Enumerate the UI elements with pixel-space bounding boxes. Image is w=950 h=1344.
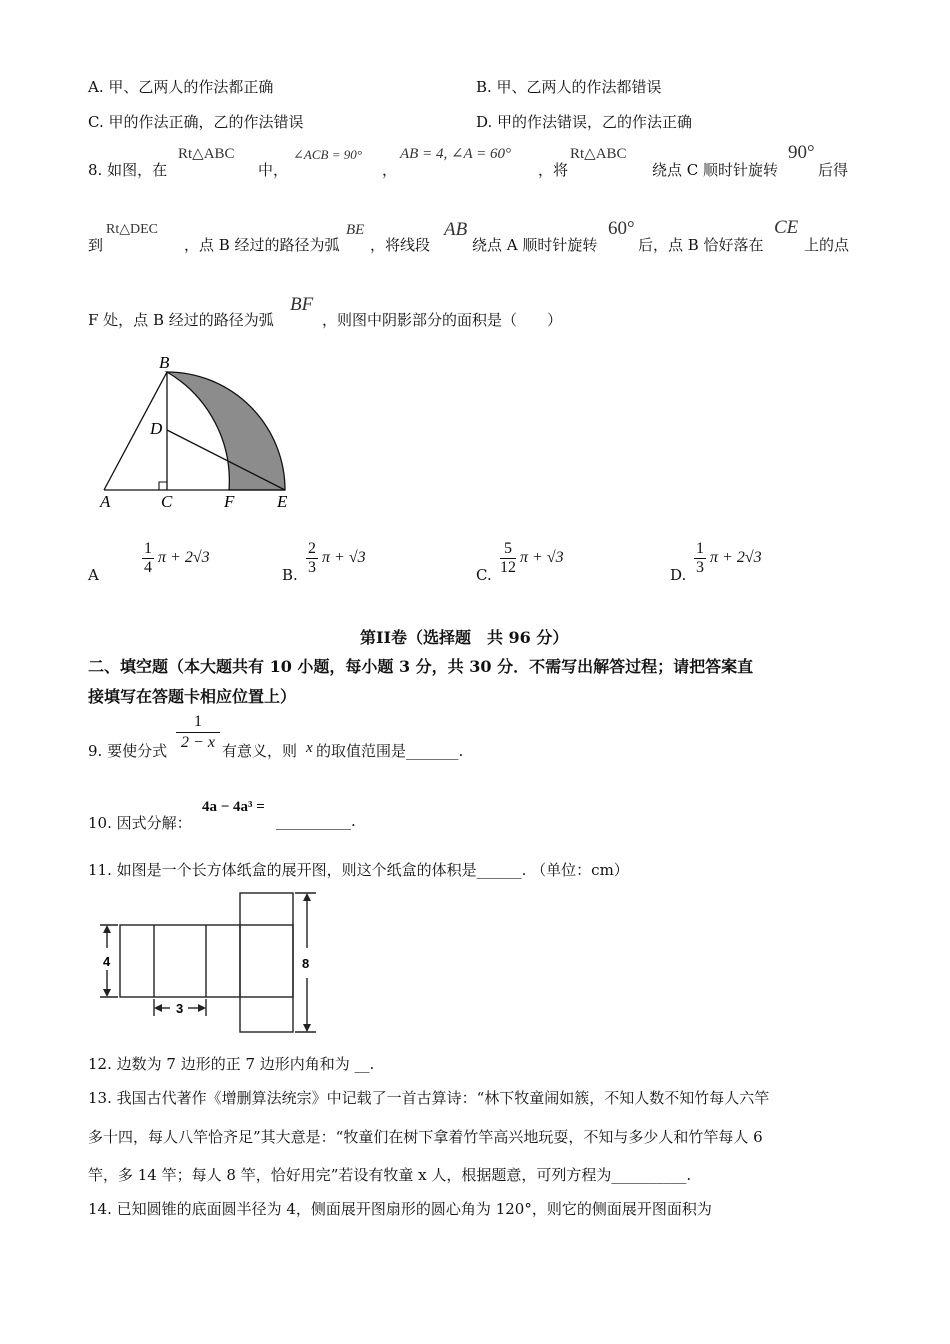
q13-line-3: 竿，多 14 竿；每人 8 竿，恰好用完”若设有牧童 x 人，根据题意，可列方程为__________. [88, 1166, 692, 1184]
q8-math-rt-dec: Rt△DEC [106, 222, 158, 237]
section-2-heading-2: 接填写在答题卡相应位置上） [88, 687, 297, 706]
q8-option-d-expr: $\frac{1}{3}$ π + 2√3 [696, 540, 762, 576]
q7-option-a: A. 甲、乙两人的作法都正确 [88, 78, 274, 96]
label-f: F [224, 492, 235, 511]
shaded-region [167, 372, 285, 490]
q9-suffix: 有意义，则 [222, 742, 298, 760]
label-b: B [159, 353, 170, 372]
section-2-title: 第II卷（选择题 共 96 分） [360, 628, 569, 647]
q8-text-12: 上的点 [804, 236, 850, 254]
q8-text-13: F 处，点 B 经过的路径为弧 [88, 311, 274, 329]
q8-figure [96, 350, 306, 515]
q8-option-a-expr: $\frac{1}{4}$ π + 2√3 [144, 540, 210, 576]
q8-math-acb: ∠ACB = 90° [293, 147, 362, 162]
section-2-heading-1: 二、填空题（本大题共有 10 小题，每小题 3 分，共 30 分．不需写出解答过程；请把答案直 [88, 657, 754, 676]
q9-denominator: 2 − x [181, 734, 215, 751]
q8-option-b-letter: B. [282, 566, 298, 584]
q8-text-5: 绕点 C 顺时针旋转 [652, 161, 779, 179]
q8-text-8: ，点 B 经过的路径为弧 [184, 236, 340, 254]
q8-math-ab: AB = 4, ∠A = 60° [400, 146, 512, 162]
q11-text: 11. 如图是一个长方体纸盒的展开图，则这个纸盒的体积是______. （单位：cm） [88, 861, 629, 879]
q13-line-1: 13. 我国古代著作《增删算法统宗》中记载了一首古算诗：“林下牧童闹如簇，不知人数不知竹每人六竿 [88, 1089, 770, 1107]
q9-var: x [306, 740, 313, 756]
q8-text-3: ， [382, 161, 398, 179]
dim-4-label: 4 [103, 954, 111, 969]
q8-option-d-letter: D. [670, 566, 687, 584]
q8-text-4: ，将 [538, 161, 569, 179]
dim-8-label: 8 [302, 956, 310, 971]
q8-math-60: 60° [608, 218, 635, 239]
q8-text-14: ，则图中阴影部分的面积是（ ） [322, 311, 563, 329]
q8-math-rt-abc: Rt△ABC [178, 146, 235, 162]
q8-math-rt-abc-2: Rt△ABC [570, 146, 627, 162]
q8-option-c-expr: $\frac{5}{12}$ π + √3 [500, 540, 564, 576]
q7-option-c: C. 甲的作法正确，乙的作法错误 [88, 113, 304, 131]
q13-line-2: 多十四，每人八竿恰齐足”其大意是：“牧童们在树下拿着竹竿高兴地玩耍，不知与多少人和竹竿每人 6 [88, 1128, 763, 1146]
label-e: E [277, 492, 288, 511]
q8-option-a-letter: A [88, 566, 99, 584]
label-d: D [150, 419, 163, 438]
q8-text-9: ，将线段 [370, 236, 431, 254]
q10-blank: __________. [276, 812, 356, 830]
dim-3-label: 3 [176, 1001, 184, 1016]
label-a: A [100, 492, 111, 511]
q7-option-d: D. 甲的作法错误，乙的作法正确 [476, 113, 693, 131]
q7-option-b: B. 甲、乙两人的作法都错误 [476, 78, 662, 96]
net-column [240, 893, 293, 1032]
q8-text-11: 后，点 B 恰好落在 [638, 236, 764, 254]
q12-text: 12. 边数为 7 边形的正 7 边形内角和为 __. [88, 1055, 375, 1073]
q8-option-b-expr: $\frac{2}{3}$ π + √3 [308, 540, 366, 576]
q8-math-ab-2: AB [444, 219, 468, 240]
q8-math-bf: BF [290, 294, 314, 315]
q8-option-c-letter: C. [476, 566, 492, 584]
q9-fraction [176, 712, 220, 753]
q8-math-90: 90° [788, 142, 815, 163]
q10-expr: 4a − 4a³ = [202, 799, 265, 815]
q8-text-1: 8. 如图，在 [88, 161, 168, 179]
q8-math-be: BE [346, 222, 365, 238]
q9-numerator: 1 [176, 712, 220, 733]
q8-text-7: 到 [88, 236, 104, 254]
label-c: C [161, 492, 173, 511]
q8-math-ce: CE [774, 217, 799, 238]
q8-text-10: 绕点 A 顺时针旋转 [472, 236, 598, 254]
q14-text: 14. 已知圆锥的底面圆半径为 4，侧面展开图扇形的圆心角为 120°，则它的侧面展开图面积为 [88, 1200, 712, 1218]
right-angle-mark [159, 482, 167, 490]
q11-net-figure [96, 890, 326, 1040]
q9-prefix: 9. 要使分式 [88, 742, 168, 760]
q8-text-6: 后得 [818, 161, 849, 179]
q9-suffix-2: 的取值范围是_______. [316, 742, 464, 760]
q8-text-2: 中， [258, 161, 289, 179]
q10-prefix: 10. 因式分解： [88, 814, 192, 832]
